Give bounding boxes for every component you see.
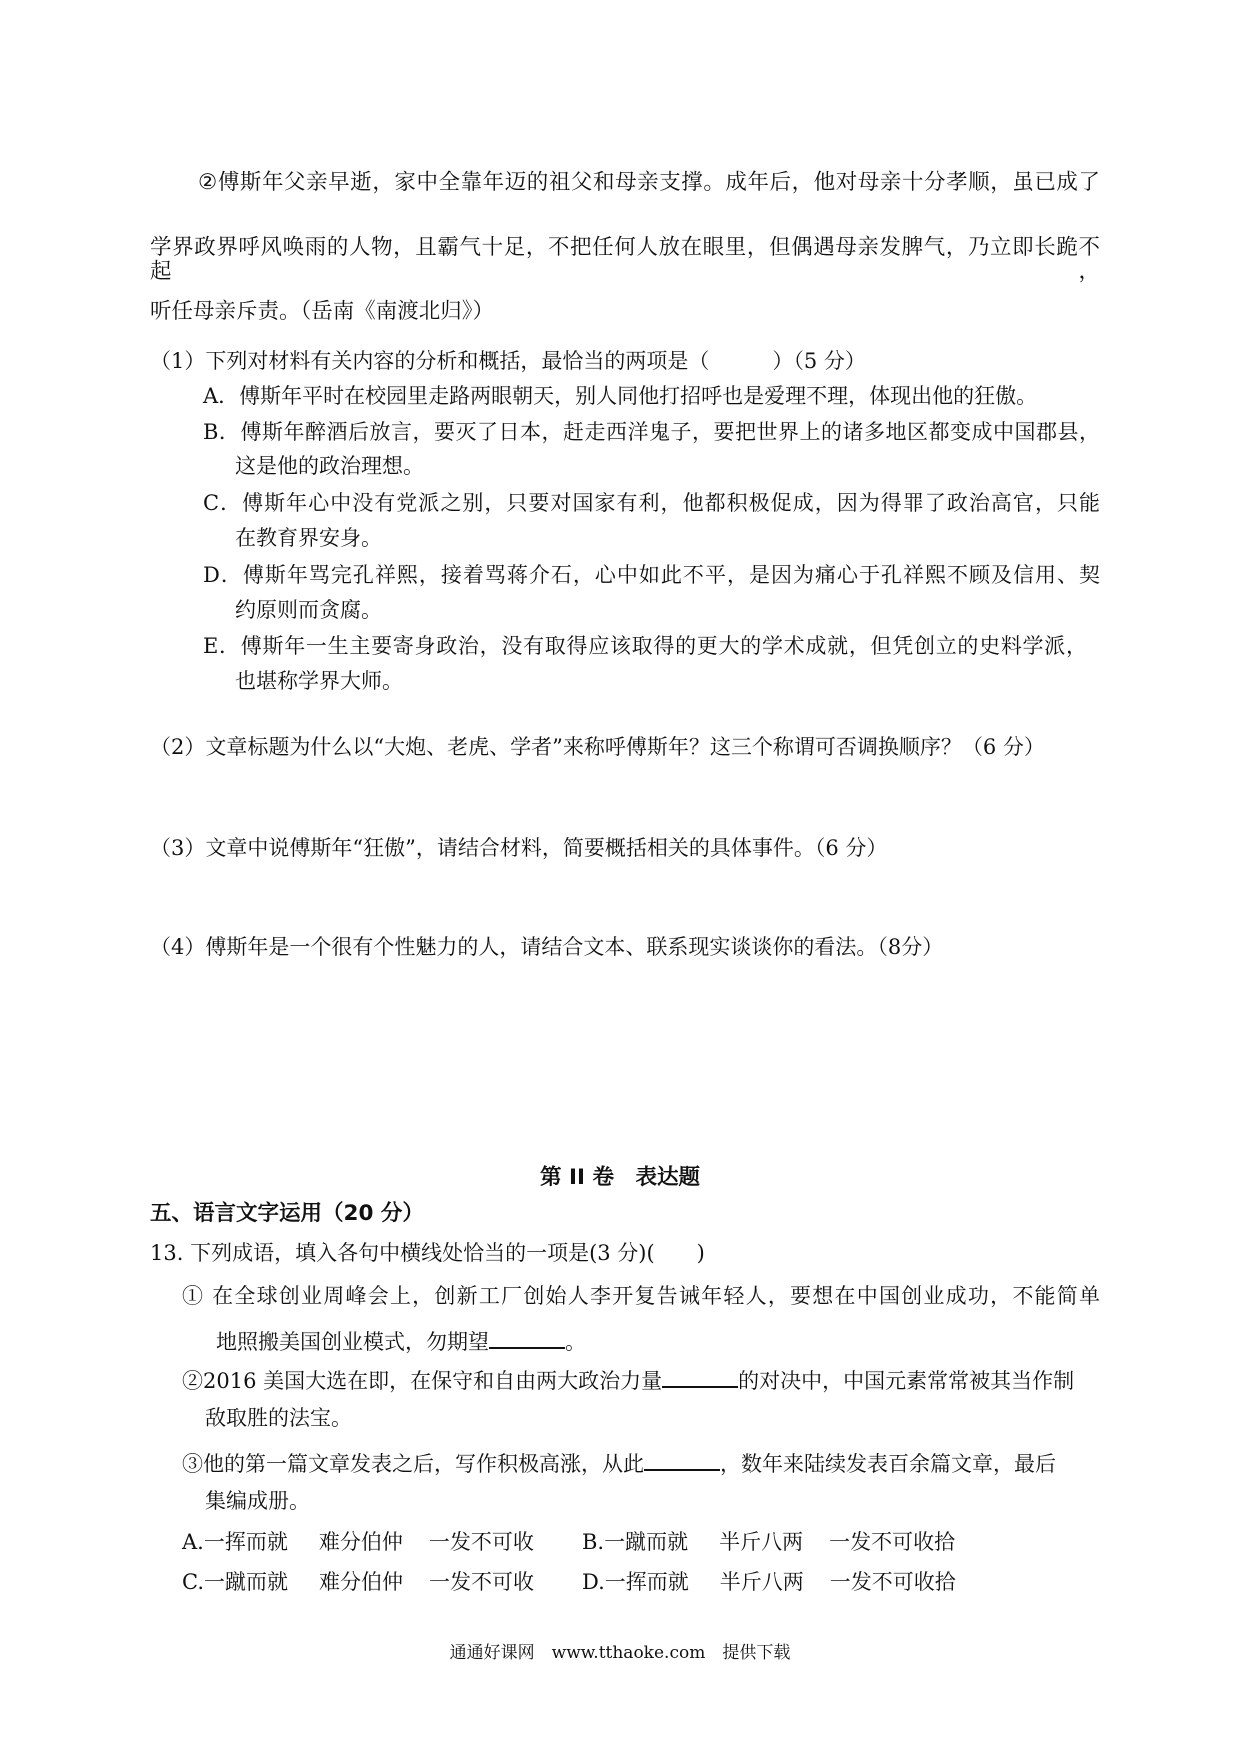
section-heading: 五、语言文字运用（20 分） [150,1201,424,1226]
choice-item: 一挥而就 [203,1530,288,1554]
question-4: （4）傅斯年是一个很有个性魅力的人，请结合文本、联系现实谈谈你的看法。（8分） [150,935,944,959]
sentence-3 [182,1449,1056,1476]
option-text: 傅斯年心中没有党派之别，只要对国家有利，他都积极促成，因为得罪了政治高官，只能 [242,491,1100,515]
sentence-text: ，数年来陆续发表百余篇文章，最后 [720,1452,1056,1476]
fill-blank [662,1366,738,1388]
choice-item: 难分伯仲 [318,1530,403,1554]
sentence-1-continued [216,1327,586,1354]
option-c-continued: 在教育界安身。 [235,526,382,550]
choice-label: A. [182,1530,204,1554]
option-text: 傅斯年平时在校园里走路两眼朝天，别人同他打招呼也是爱理不理，体现出他的狂傲。 [239,384,1038,408]
option-b [203,420,1100,444]
passage-line: 听任母亲斥责。（岳南《南渡北归》） [150,299,495,324]
passage-line: 学界政界呼风唤雨的人物，且霸气十足，不把任何人放在眼里，但偶遇母亲发脾气，乃立即长跪不起， [150,235,1100,284]
choice-label: D. [582,1570,605,1594]
choice-item: 一蹴而就 [604,1530,689,1554]
sentence-1: ① 在全球创业周峰会上，创新工厂创始人李开复告诫年轻人，要想在中国创业成功，不能简单 [182,1284,1100,1308]
option-label: B． [203,420,241,444]
fill-blank [489,1327,565,1349]
choice-item: 一蹴而就 [204,1570,288,1594]
option-text: 傅斯年骂完孔祥熙，接着骂蒋介石，心中如此不平，是因为痛心于孔祥熙不顾及信用、契 [242,563,1101,587]
option-text: 傅斯年醉酒后放言，要灭了日本，赶走西洋鬼子，要把世界上的诸多地区都变成中国郡县， [240,420,1100,444]
option-c [203,491,1100,515]
option-text: 傅斯年一生主要寄身政治，没有取得应该取得的更大的学术成就，但凭创立的史料学派， [240,634,1087,658]
choice-label: C. [182,1570,204,1594]
sentence-3-continued: 集编成册。 [205,1489,310,1513]
option-label: D． [203,563,243,587]
question-13-stem: 13. 下列成语，填入各句中横线处恰当的一项是(3 分)( ) [150,1241,705,1265]
sentence-2 [182,1366,1074,1393]
choice-item: 一发不可收 [428,1530,534,1554]
choice-item: 半斤八两 [719,1530,804,1554]
question-1-stem: （1）下列对材料有关内容的分析和概括，最恰当的两项是（ ）（5 分） [150,349,866,373]
question-3: （3）文章中说傅斯年“狂傲”，请结合材料，简要概括相关的具体事件。（6 分） [150,836,888,860]
choice-b [582,1530,955,1554]
question-2: （2）文章标题为什么以“大炮、老虎、学者”来称呼傅斯年？这三个称谓可否调换顺序？（6 分） [150,735,1045,759]
sentence-text: 的对决中，中国元素常常被其当作制 [738,1369,1075,1393]
passage-line: ②傅斯年父亲早逝，家中全靠年迈的祖父和母亲支撑。成年后，他对母亲十分孝顺，虽已成了 [198,170,1100,195]
choice-item: 难分伯仲 [319,1570,403,1594]
part-2-title: 第 II 卷 表达题 [540,1165,700,1190]
option-d [203,563,1100,587]
choice-item: 一发不可收拾 [829,1570,956,1594]
sentence-2-continued: 敌取胜的法宝。 [205,1406,352,1430]
choice-item: 一发不可收拾 [829,1530,956,1554]
option-d-continued: 约原则而贪腐。 [235,598,382,622]
option-b-continued: 这是他的政治理想。 [235,454,424,478]
choice-c [182,1570,534,1594]
choice-item: 半斤八两 [719,1570,804,1594]
choice-item: 一发不可收 [429,1570,534,1594]
sentence-text: 。 [565,1330,586,1354]
sentence-text: ③他的第一篇文章发表之后，写作积极高涨，从此 [182,1452,644,1476]
sentence-text: 地照搬美国创业模式，勿期望 [216,1330,489,1354]
option-e-continued: 也堪称学界大师。 [235,669,403,693]
choice-label: B. [582,1530,605,1554]
choice-item: 一挥而就 [604,1570,689,1594]
choice-a [182,1530,534,1554]
choice-d [582,1570,956,1594]
option-e [203,634,1087,658]
option-label: C． [203,491,243,515]
page-footer: 通通好课网 www.tthaoke.com 提供下载 [449,1643,791,1663]
option-label: E． [203,634,241,658]
option-a [203,384,1037,408]
option-label: A． [203,384,240,408]
sentence-text: ②2016 美国大选在即，在保守和自由两大政治力量 [182,1369,663,1393]
fill-blank [644,1449,720,1471]
